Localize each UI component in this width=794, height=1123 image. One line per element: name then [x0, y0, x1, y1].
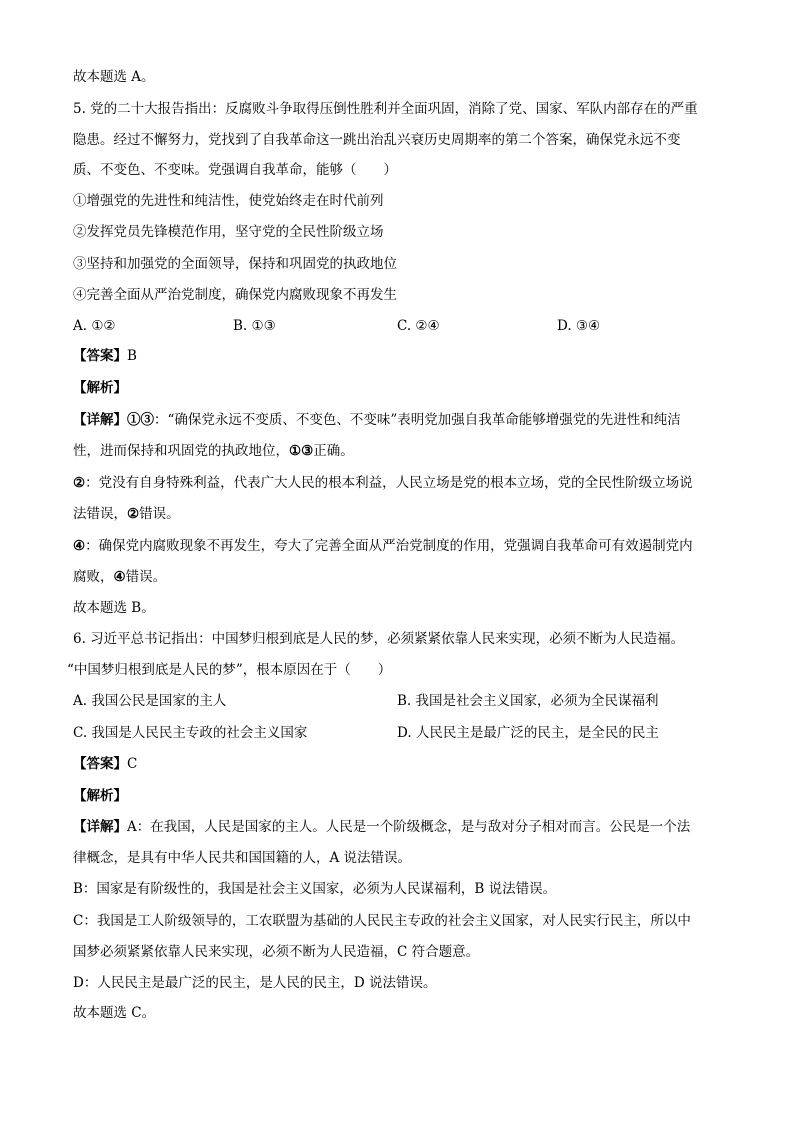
q5-item-3: ③坚持和加强党的全面领导，保持和巩固党的执政地位 [73, 256, 397, 272]
q6-analysis-heading [73, 786, 723, 806]
detail-mark: ①③ [289, 443, 314, 459]
q5-option-a: A. ①② [73, 318, 116, 334]
q5-option-d: D. ③④ [557, 318, 601, 334]
q5-detail-2 [73, 473, 723, 493]
detail-text: ：党没有自身特殊利益，代表广大人民的根本利益，人民立场是党的根本立场，党的全民性阶级立场说 [85, 475, 693, 491]
q6-conclusion: 故本题选 C。 [73, 1005, 156, 1021]
q6-detail-d: D：人民民主是最广泛的民主，是人民的民主，D 说法错误。 [73, 975, 437, 991]
q5-item-4: ④完善全面从严治党制度，确保党内腐败现象不再发生 [73, 287, 397, 303]
detail-mark: ④ [73, 538, 86, 554]
q5-detail-1-cont [73, 441, 723, 461]
detail-mark: ② [73, 475, 86, 491]
prev-conclusion: 故本题选 A。 [73, 69, 155, 85]
q6-detail-c: C：我国是工人阶级领导的，工农联盟为基础的人民民主专政的社会主义国家，对人民实行民主，所以中 [73, 913, 691, 929]
q5-stem-line-3: 质、不变色、不变味。党强调自我革命，能够（ ） [73, 162, 397, 178]
detail-text: 正确。 [313, 443, 354, 459]
q5-option-c: C. ②④ [397, 318, 440, 334]
q5-analysis-heading [73, 378, 723, 398]
q6-stem-line-1: 6. 习近平总书记指出：中国梦归根到底是人民的梦，必须紧紧依靠人民来实现，必须不断为人民造福。 [73, 631, 685, 647]
q6-detail-a-cont: 律概念，是具有中华人民共和国国籍的人，A 说法错误。 [73, 850, 412, 866]
q5-stem-line-1: 5. 党的二十大报告指出：反腐败斗争取得压倒性胜利并全面巩固，消除了党、国家、军队内部存在的严重 [73, 101, 698, 117]
q5-stem-line-2: 隐患。经过不懈努力，党找到了自我革命这一跳出治乱兴衰历史周期率的第二个答案，确保党永远不变 [73, 132, 681, 148]
detail-text: 错误。 [139, 506, 180, 522]
q5-detail-3 [73, 536, 723, 556]
q5-option-b: B. ①③ [233, 318, 276, 334]
detail-text: 法错误， [73, 506, 127, 522]
q5-item-1: ①增强党的先进性和纯洁性，使党始终走在时代前列 [73, 193, 384, 209]
q6-stem-line-2: “中国梦归根到底是人民的梦”，根本原因在于（ ） [67, 662, 392, 678]
answer-tag: 【答案】 [73, 756, 127, 772]
q5-item-2: ②发挥党员先锋模范作用，坚守党的全民性阶级立场 [73, 224, 384, 240]
answer-value: C [127, 756, 138, 772]
detail-text: 错误。 [125, 569, 167, 585]
detail-mark: ④ [113, 569, 126, 585]
detail-tag: 【详解】 [73, 412, 127, 428]
detail-mark: ①③ [127, 412, 154, 428]
detail-text: A：在我国，人民是国家的主人。人民是一个阶级概念，是与敌对分子相对而言。公民是一个法 [127, 819, 691, 835]
q6-option-d: D. 人民民主是最广泛的民主，是全民的民主 [397, 725, 659, 741]
q5-conclusion: 故本题选 B。 [73, 600, 155, 616]
analysis-tag: 【解析】 [73, 380, 127, 396]
detail-text: 性，进而保持和巩固党的执政地位， [73, 443, 289, 459]
detail-mark: ② [127, 506, 140, 522]
q5-detail-1 [73, 410, 723, 430]
q5-detail-2-cont [73, 504, 723, 524]
analysis-tag: 【解析】 [73, 788, 127, 804]
q6-answer [73, 754, 723, 774]
detail-tag: 【详解】 [73, 819, 127, 835]
q6-detail-b: B：国家是有阶级性的，我国是社会主义国家，必须为人民谋福利，B 说法错误。 [73, 881, 557, 897]
q5-detail-3-cont [73, 567, 723, 587]
detail-text: ：确保党内腐败现象不再发生，夸大了完善全面从严治党制度的作用，党强调自我革命可有效遏制党内 [85, 538, 693, 554]
detail-text: 腐败， [73, 569, 114, 585]
q6-detail-c-cont: 国梦必须紧紧依靠人民来实现，必须不断为人民造福，C 符合题意。 [73, 944, 480, 960]
q6-option-b: B. 我国是社会主义国家，必须为全民谋福利 [397, 693, 659, 709]
q5-answer [73, 346, 723, 366]
q6-detail-a [73, 817, 723, 837]
q6-option-c: C. 我国是人民民主专政的社会主义国家 [73, 725, 308, 741]
answer-tag: 【答案】 [73, 348, 127, 364]
q6-option-a: A. 我国公民是国家的主人 [73, 693, 227, 709]
detail-text: ：“确保党永远不变质、不变色、不变味”表明党加强自我革命能够增强党的先进性和纯洁 [154, 412, 681, 428]
answer-value: B [127, 348, 137, 364]
